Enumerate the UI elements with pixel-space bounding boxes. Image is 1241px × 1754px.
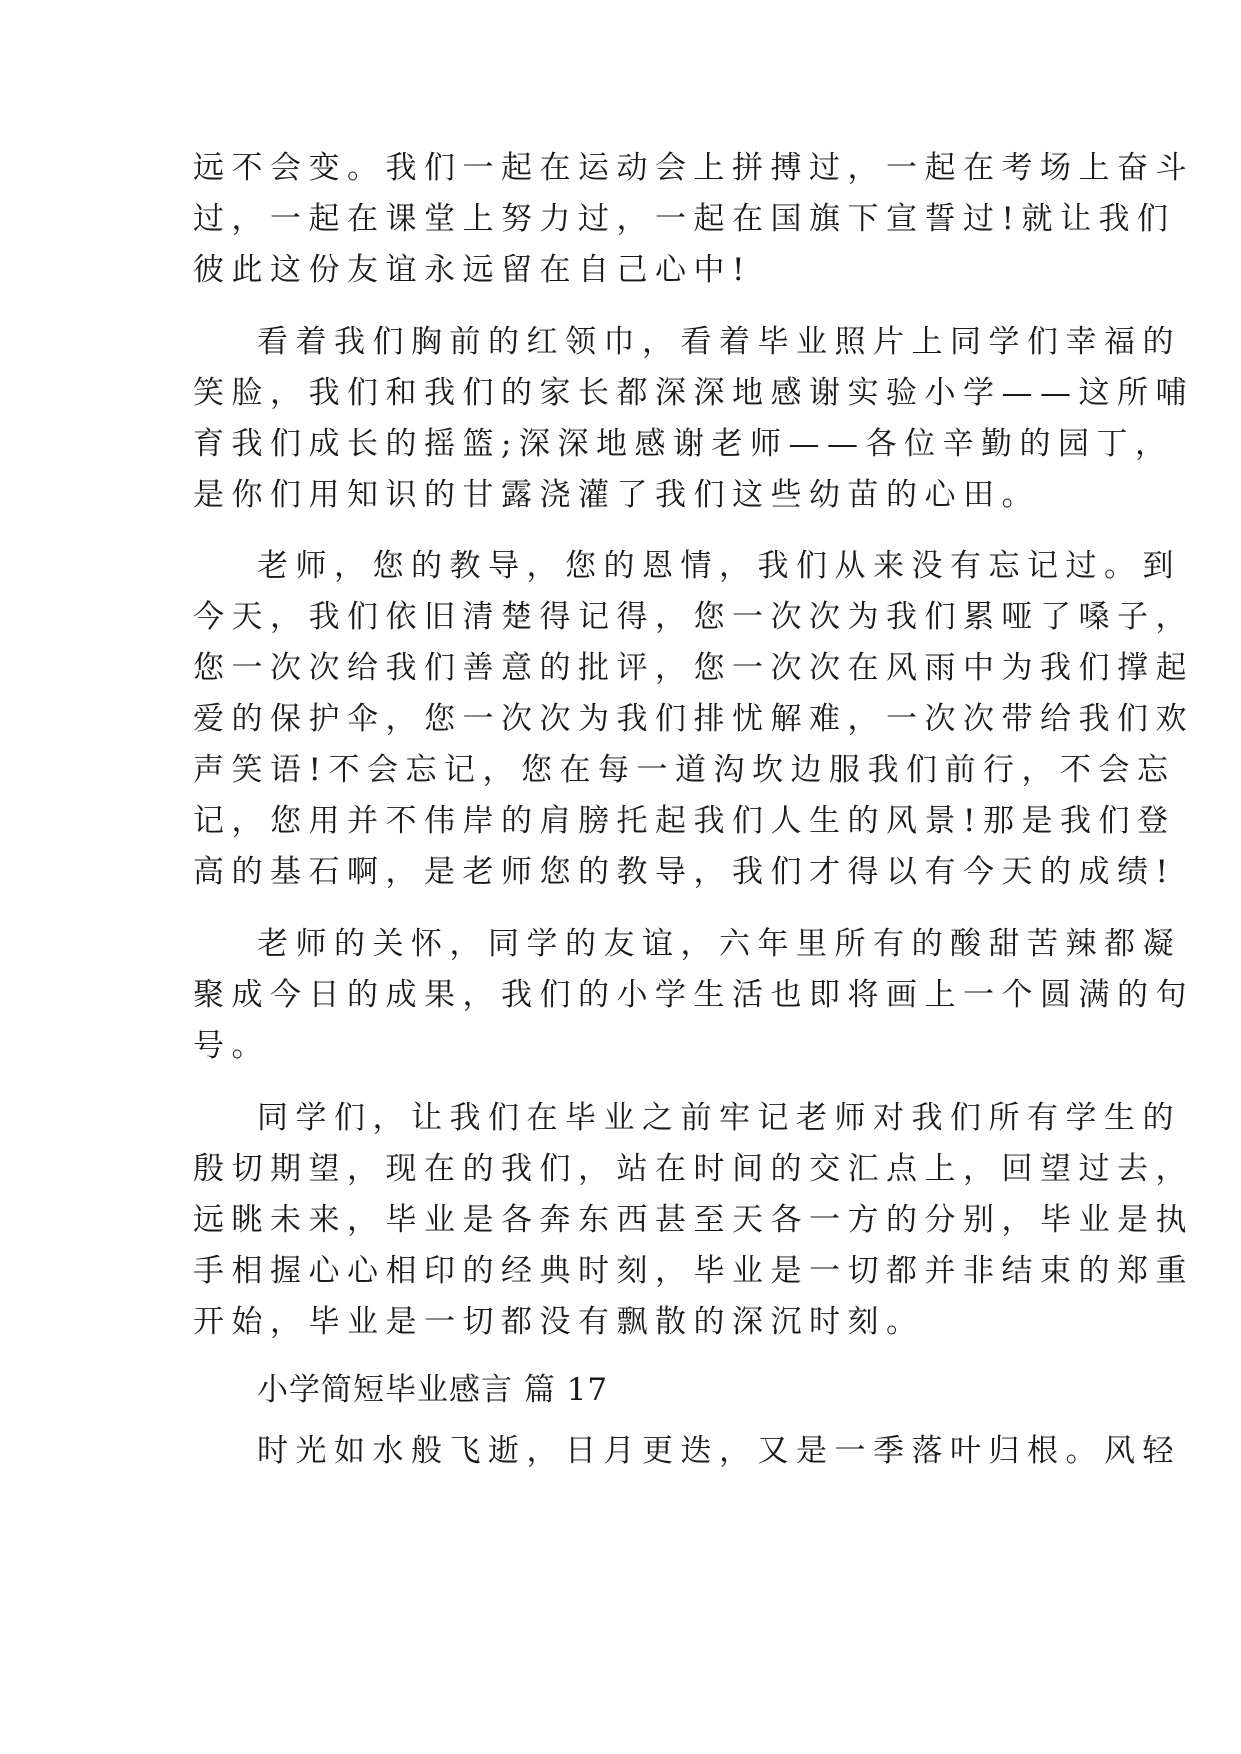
text-line: 远不会变。我们一起在运动会上拼搏过，一起在考场上奋斗	[193, 150, 1194, 186]
text-line: 笑脸，我们和我们的家长都深深地感谢实验小学——这所哺	[193, 375, 1194, 411]
text-line: 今天，我们依旧清楚得记得，您一次次为我们累哑了嗓子，	[193, 599, 1194, 635]
text-line: 是你们用知识的甘露浇灌了我们这些幼苗的心田。	[193, 477, 1040, 513]
text-line: 记，您用并不伟岸的肩膀托起我们人生的风景!那是我们登	[193, 803, 1176, 839]
text-line: 您一次次给我们善意的批评，您一次次在风雨中为我们撑起	[193, 650, 1194, 686]
text-line: 爱的保护伞，您一次次为我们排忧解难，一次次带给我们欢	[193, 701, 1194, 737]
text-line: 过，一起在课堂上努力过，一起在国旗下宣誓过!就让我们	[193, 201, 1176, 237]
text-line: 声笑语!不会忘记，您在每一道沟坎边服我们前行，不会忘	[193, 752, 1176, 788]
text-line: 高的基石啊，是老师您的教导，我们才得以有今天的成绩!	[193, 854, 1176, 890]
text-line: 殷切期望，现在的我们，站在时间的交汇点上，回望过去，	[193, 1151, 1194, 1187]
paragraph-first-line: 时光如水般飞逝，日月更迭，又是一季落叶归根。风轻	[257, 1433, 1181, 1469]
text-line: 聚成今日的成果，我们的小学生活也即将画上一个圆满的句	[193, 977, 1194, 1013]
text-line: 彼此这份友谊永远留在自己心中!	[193, 252, 752, 288]
text-line: 手相握心心相印的经典时刻，毕业是一切都并非结束的郑重	[193, 1253, 1194, 1289]
text-line: 开始，毕业是一切都没有飘散的深沉时刻。	[193, 1304, 925, 1340]
text-line: 育我们成长的摇篮;深深地感谢老师——各位辛勤的园丁，	[193, 426, 1174, 462]
paragraph-first-line: 老师的关怀，同学的友谊，六年里所有的酸甜苦辣都凝	[257, 926, 1181, 962]
paragraph-first-line: 同学们，让我们在毕业之前牢记老师对我们所有学生的	[257, 1100, 1181, 1136]
text-line: 远眺未来，毕业是各奔东西甚至天各一方的分别，毕业是执	[193, 1202, 1194, 1238]
paragraph-first-line: 看着我们胸前的红领巾，看着毕业照片上同学们幸福的	[257, 324, 1181, 360]
section-heading: 小学简短毕业感言 篇 17	[257, 1372, 609, 1408]
text-line: 号。	[193, 1028, 270, 1064]
paragraph-first-line: 老师，您的教导，您的恩情，我们从来没有忘记过。到	[257, 548, 1181, 584]
